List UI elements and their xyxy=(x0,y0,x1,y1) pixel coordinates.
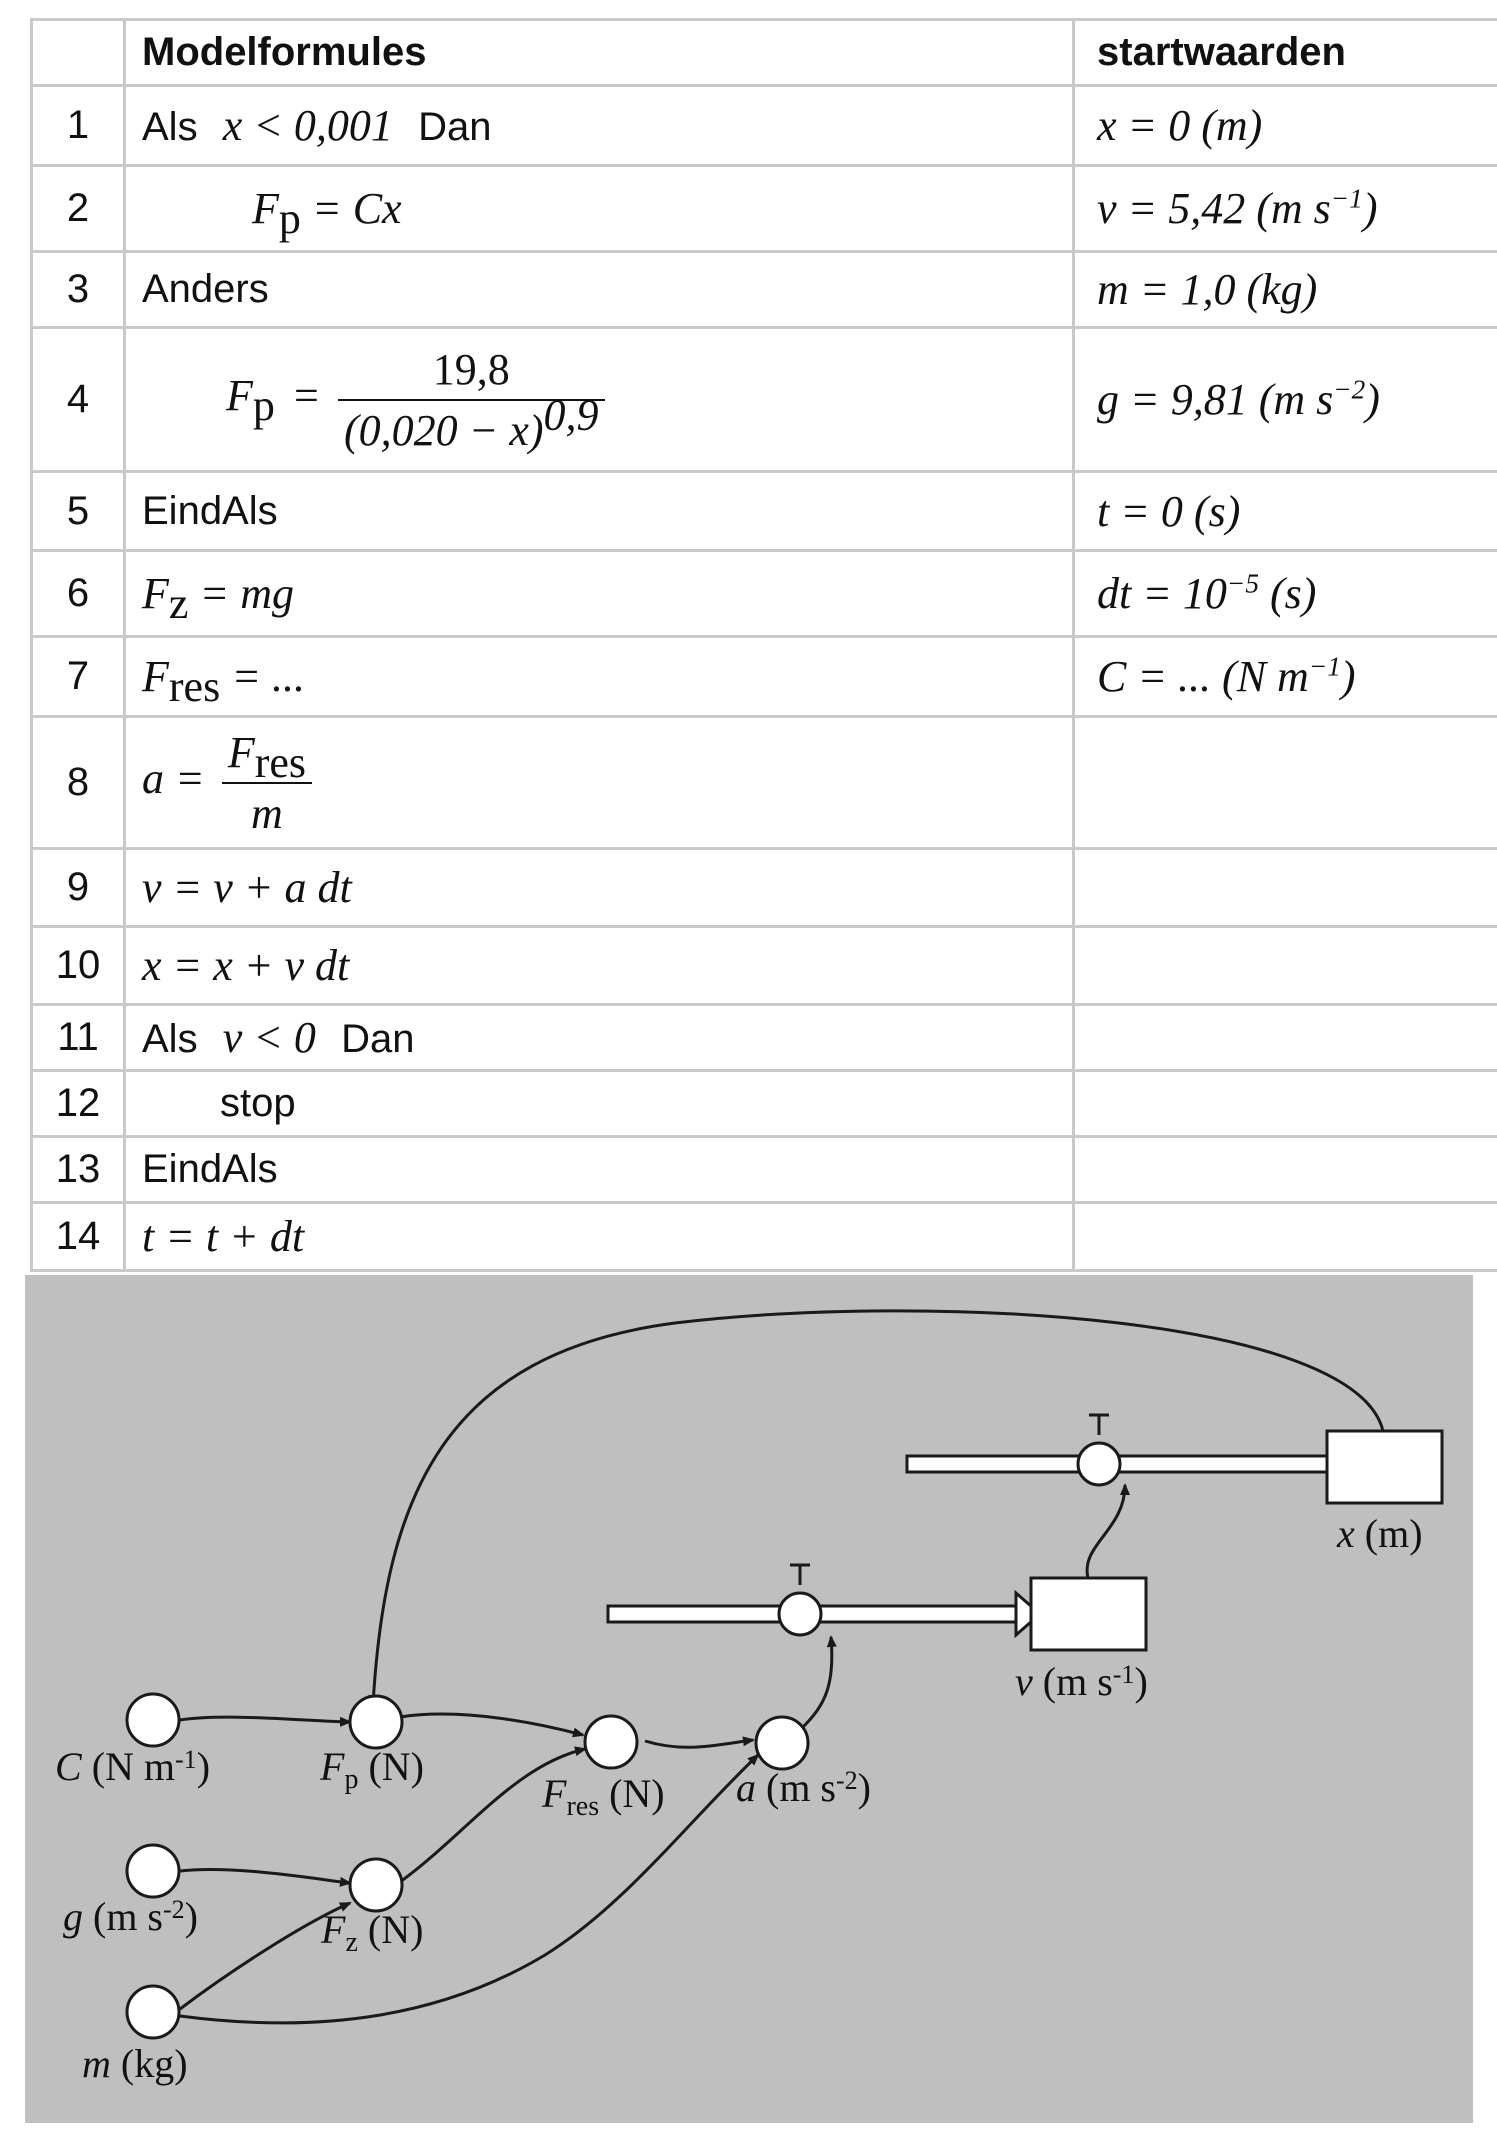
connector-Fres-to-a xyxy=(645,1740,753,1747)
formula-cell: t = t + dt xyxy=(125,1203,1074,1271)
table-row xyxy=(32,1203,1497,1271)
header-formulas: Modelformules xyxy=(125,20,1074,86)
model-formulas-table xyxy=(30,18,1497,1272)
connector-C-to-Fp xyxy=(180,1717,350,1722)
table-row xyxy=(32,717,1497,849)
table-header-row xyxy=(32,20,1497,86)
row-number: 8 xyxy=(32,717,125,849)
connector-g-to-Fz xyxy=(180,1870,350,1883)
row-number: 7 xyxy=(32,637,125,717)
label-Fz: $F_z$ (N) xyxy=(321,1907,424,1958)
start-value: t = 0 (s) xyxy=(1074,472,1497,551)
start-value: C = ... (N $m^{-1}$) xyxy=(1074,637,1497,717)
connector-m-to-a xyxy=(180,1755,758,2023)
formula-cell xyxy=(125,86,1074,166)
row-number: 3 xyxy=(32,252,125,328)
row-number: 13 xyxy=(32,1137,125,1203)
row-number: 5 xyxy=(32,472,125,551)
formula-cell: v = v + a dt xyxy=(125,849,1074,927)
table-row xyxy=(32,328,1497,472)
label-x: x (m) xyxy=(1337,1511,1423,1556)
condition: v < 0 xyxy=(222,1013,316,1062)
numerator: 19,8 xyxy=(432,344,510,394)
formula-cell xyxy=(125,328,1074,472)
start-value-empty xyxy=(1074,1005,1497,1071)
formula-rhs: = Cx xyxy=(312,184,402,233)
row-number: 6 xyxy=(32,551,125,637)
denominator: $(0,020 - x)^{0,9}$ xyxy=(338,399,605,456)
formula-cell xyxy=(125,637,1074,717)
start-value: v = 5,42 (m $s^{-1}$) xyxy=(1074,166,1497,252)
table-row xyxy=(32,551,1497,637)
table-row xyxy=(32,86,1497,166)
start-value: dt = $10^{-5}$ (s) xyxy=(1074,551,1497,637)
formula-rhs: = ... xyxy=(231,652,306,701)
converter-C xyxy=(127,1694,179,1746)
row-number: 11 xyxy=(32,1005,125,1071)
table-row xyxy=(32,166,1497,252)
keyword-then: Dan xyxy=(418,105,492,149)
table-row xyxy=(32,849,1497,927)
label-v: v (m $s^{-1}$) xyxy=(1015,1659,1148,1704)
keyword-if: Als xyxy=(142,1017,198,1061)
formula-rhs: = mg xyxy=(199,569,295,618)
denominator: m xyxy=(222,782,312,839)
diagram-canvas xyxy=(25,1275,1473,2123)
table-row xyxy=(32,927,1497,1005)
stock-x xyxy=(1327,1431,1442,1503)
keyword-if: Als xyxy=(142,105,198,149)
converter-g xyxy=(127,1845,179,1897)
formula-cell: Anders xyxy=(125,252,1074,328)
converter-Fz xyxy=(350,1859,402,1911)
condition: x < 0,001 xyxy=(222,101,393,150)
start-value-empty xyxy=(1074,849,1497,927)
connector-x-to-Fp xyxy=(373,1311,1383,1705)
formula-cell xyxy=(125,166,1074,252)
numerator: $F_{res}$ xyxy=(227,727,307,787)
formula-cell: stop xyxy=(125,1071,1074,1137)
converter-m xyxy=(127,1986,179,2038)
table-row xyxy=(32,252,1497,328)
stock-v xyxy=(1031,1578,1146,1650)
table-row xyxy=(32,1005,1497,1071)
start-value-empty xyxy=(1074,1203,1497,1271)
label-C: C (N $m^{-1}$) xyxy=(55,1744,211,1789)
start-value-empty xyxy=(1074,1137,1497,1203)
start-value-empty xyxy=(1074,927,1497,1005)
header-startvalues: startwaarden xyxy=(1074,20,1497,86)
label-Fres: $F_{res}$ (N) xyxy=(542,1771,665,1822)
start-value-empty xyxy=(1074,717,1497,849)
label-Fp: $F_p$ (N) xyxy=(320,1744,424,1795)
converter-a xyxy=(756,1717,808,1769)
start-value-empty xyxy=(1074,1071,1497,1137)
connector-v-to-valve-x xyxy=(1087,1485,1125,1578)
converter-Fres xyxy=(585,1716,637,1768)
row-number: 14 xyxy=(32,1203,125,1271)
formula-cell: EindAls xyxy=(125,472,1074,551)
row-number: 10 xyxy=(32,927,125,1005)
valve-v xyxy=(779,1593,821,1635)
formula-lhs: $F_z$ xyxy=(142,569,189,628)
formula-lhs: $F_{res}$ xyxy=(142,652,221,711)
formula-cell: EindAls xyxy=(125,1137,1074,1203)
start-value: g = 9,81 (m $s^{-2}$) xyxy=(1074,328,1497,472)
row-number: 9 xyxy=(32,849,125,927)
label-m: m (kg) xyxy=(82,2041,188,2086)
label-a: a (m $s^{-2}$) xyxy=(736,1765,871,1810)
label-g: g (m $s^{-2}$) xyxy=(63,1894,198,1939)
formula-lhs: a = xyxy=(142,754,205,804)
table-row xyxy=(32,472,1497,551)
connector-a-to-valve-v xyxy=(803,1637,832,1727)
formula-cell xyxy=(125,1005,1074,1071)
start-value: m = 1,0 (kg) xyxy=(1074,252,1497,328)
table-row xyxy=(32,637,1497,717)
row-number: 2 xyxy=(32,166,125,252)
connector-Fp-to-Fres xyxy=(400,1714,583,1735)
header-num-cell xyxy=(32,20,125,86)
row-number: 4 xyxy=(32,328,125,472)
row-number: 12 xyxy=(32,1071,125,1137)
flow-to-x xyxy=(907,1415,1353,1485)
start-value: x = 0 (m) xyxy=(1074,86,1497,166)
converter-Fp xyxy=(350,1696,402,1748)
row-number: 1 xyxy=(32,86,125,166)
flow-to-v xyxy=(608,1565,1040,1635)
formula-cell: x = x + v dt xyxy=(125,927,1074,1005)
formula-lhs: $F_p$ xyxy=(226,371,275,430)
fraction xyxy=(222,727,312,839)
equals-sign: = xyxy=(294,371,319,421)
formula-cell xyxy=(125,551,1074,637)
table-row xyxy=(32,1137,1497,1203)
keyword-then: Dan xyxy=(341,1017,415,1061)
valve-x xyxy=(1078,1443,1120,1485)
formula-lhs: $F_p$ xyxy=(252,184,301,243)
model-diagram xyxy=(25,1275,1473,2123)
fraction xyxy=(338,344,605,456)
formula-cell xyxy=(125,717,1074,849)
table-row xyxy=(32,1071,1497,1137)
